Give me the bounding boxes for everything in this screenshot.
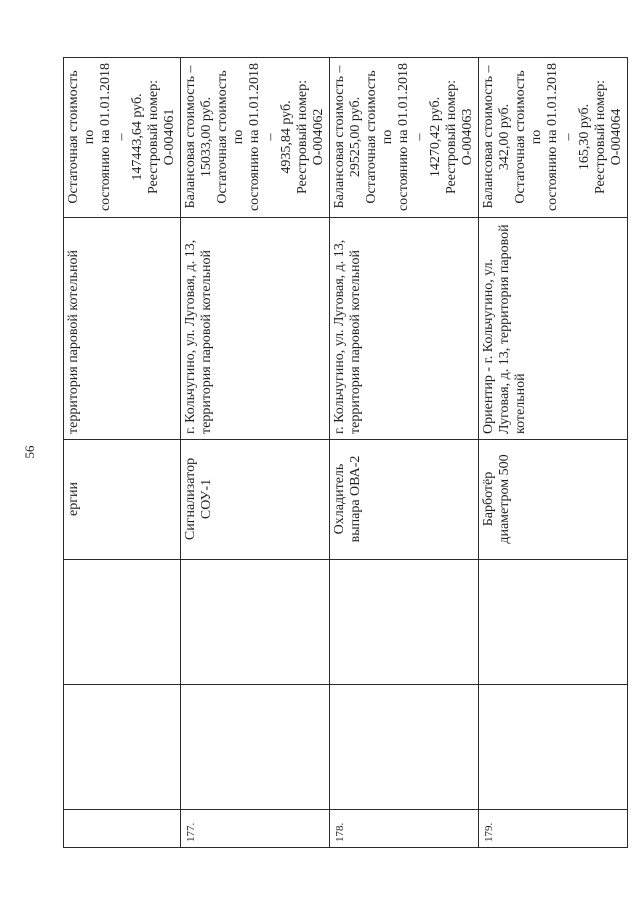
- notes-line: состоянию на 01.01.2018 –: [545, 62, 576, 212]
- notes-line: О-004063: [460, 108, 475, 166]
- page-number: 56: [22, 445, 37, 459]
- notes-line: состоянию на 01.01.2018 –: [396, 62, 427, 212]
- object-name-cell: Охладитель выпара ОВА-2: [330, 440, 479, 560]
- notes-line: Реестровый номер:: [593, 79, 608, 195]
- empty-cell: [64, 560, 181, 685]
- empty-cell: [64, 685, 181, 810]
- notes-line: Балансовая стоимость –: [481, 65, 496, 209]
- notes-line: состоянию на 01.01.2018 –: [247, 62, 278, 212]
- row-number-cell: 179.: [479, 810, 628, 848]
- object-name-cell: Барботёр диаметром 500: [479, 440, 628, 560]
- object-name-cell: ергии: [64, 440, 181, 560]
- notes-line: состоянию на 01.01.2018 –: [98, 62, 129, 212]
- notes-line: О-004062: [311, 108, 326, 166]
- empty-cell: [479, 685, 628, 810]
- empty-cell: [330, 560, 479, 685]
- address-cell: г. Кольчугино, ул. Луговая, д. 13, территория паровой котельной: [181, 218, 330, 440]
- row-number-cell: 178.: [330, 810, 479, 848]
- notes-line: О-004061: [162, 108, 177, 166]
- address-cell: Ориентир - г. Кольчугино, ул. Луговая, д. 13, территория паровой котельной: [479, 218, 628, 440]
- row-number-cell: 177.: [181, 810, 330, 848]
- table-row: [64, 58, 181, 848]
- notes-line: Остаточная стоимость по: [66, 70, 97, 204]
- rotated-table-container: [63, 58, 624, 848]
- notes-line: Остаточная стоимость по: [364, 70, 395, 204]
- notes-line: 342,00 руб.: [497, 103, 512, 171]
- notes-line: 147443,64 руб.: [130, 93, 145, 181]
- table-row: [181, 58, 330, 848]
- notes-cell: [64, 58, 181, 218]
- notes-cell: [181, 58, 330, 218]
- notes-cell: [479, 58, 628, 218]
- notes-line: 29525,00 руб.: [348, 96, 363, 178]
- notes-line: О-004064: [609, 108, 624, 166]
- table-row: [330, 58, 479, 848]
- registry-table: [63, 57, 628, 848]
- empty-cell: [181, 560, 330, 685]
- notes-line: Реестровый номер:: [444, 79, 459, 195]
- empty-cell: [181, 685, 330, 810]
- notes-line: Остаточная стоимость по: [513, 70, 544, 204]
- table-row: [479, 58, 628, 848]
- notes-cell: [330, 58, 479, 218]
- empty-cell: [479, 560, 628, 685]
- notes-line: 165,30 руб.: [577, 103, 592, 171]
- address-cell: г. Кольчугино, ул. Луговая, д. 13, территория паровой котельной: [330, 218, 479, 440]
- empty-cell: [330, 685, 479, 810]
- notes-line: Балансовая стоимость –: [183, 65, 198, 209]
- notes-line: 4935,84 руб.: [279, 100, 294, 174]
- notes-line: 15033,00 руб.: [199, 96, 214, 178]
- object-name-cell: Сигнализатор СОУ-1: [181, 440, 330, 560]
- row-number-cell: [64, 810, 181, 848]
- notes-line: Реестровый номер:: [146, 79, 161, 195]
- notes-line: Реестровый номер:: [295, 79, 310, 195]
- address-cell: территория паровой котельной: [64, 218, 181, 440]
- notes-line: 14270,42 руб.: [428, 96, 443, 178]
- notes-line: Остаточная стоимость по: [215, 70, 246, 204]
- notes-line: Балансовая стоимость –: [332, 65, 347, 209]
